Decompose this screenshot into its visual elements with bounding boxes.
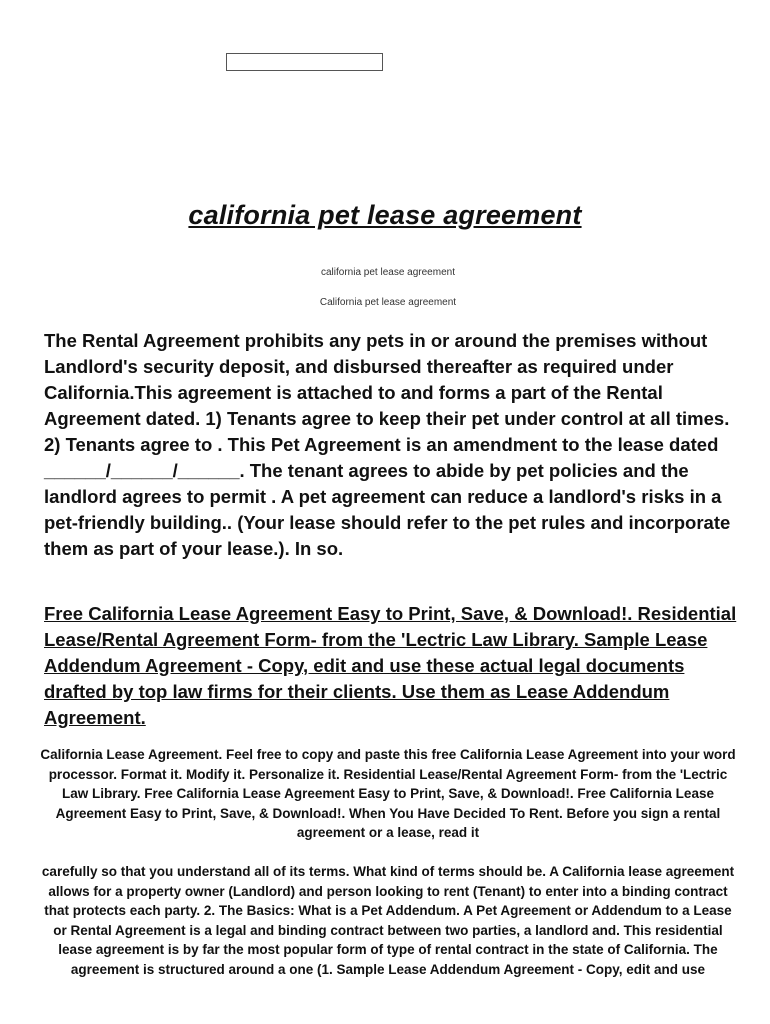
subtitle-1: california pet lease agreement bbox=[321, 267, 455, 278]
subtitle-2: California pet lease agreement bbox=[319, 297, 457, 308]
body-paragraph-2: carefully so that you understand all of its terms. What kind of terms should be. A California lease agreement allows for a property owner (Landlord) and person looking to rent (Tenant) to enter into a binding contract that protects each party. 2. The Basics: What is a Pet Addendum. A Pet Agreement or Addendum to a Lease or Rental Agreement is a legal and binding contract between two parties, a landlord and. This residential lease agreement is by far the most popular form of type of rental contract in the state of California. The agreement is structured around a one (1. Sample Lease Addendum Agreement - Copy, edit and use bbox=[41, 864, 735, 977]
link-paragraph[interactable]: Free California Lease Agreement Easy to Print, Save, & Download!. Residential Lease/Rental Agreement Form- from the 'Lectric Law Library. Sample Lease Addendum Agreement - Copy, edit and use these actual legal documents drafted by top law firms for their clients. Use them as Lease Addendum Agreement. bbox=[44, 603, 737, 728]
page-title: california pet lease agreement bbox=[188, 200, 582, 230]
body-paragraph-1: California Lease Agreement. Feel free to copy and paste this free California Lease Agreement into your word processor. Format it. Modify it. Personalize it. Residential Lease/Rental Agreement Form- from the 'Lectric Law Library. Free California Lease Agreement Easy to Print, Save, & Download!. Free California Lease Agreement Easy to Print, Save, & Download!. When You Have Decided To Rent. Before you sign a rental agreement or a lease, read it bbox=[40, 747, 736, 841]
main-paragraph: The Rental Agreement prohibits any pets in or around the premises without Landlord's security deposit, and disbursed thereafter as required under California.This agreement is attached to and forms a part of the Rental Agreement dated. 1) Tenants agree to keep their pet under control at all times. 2) Tenants agree to . This Pet Agreement is an amendment to the lease dated ______/______/______. The tenant agrees to abide by pet policies and the landlord agrees to permit . A pet agreement can reduce a landlord's risks in a pet-friendly building.. (Your lease should refer to the pet rules and incorporate them as part of your lease.). In so. bbox=[44, 330, 731, 559]
top-input-box[interactable] bbox=[226, 53, 383, 71]
